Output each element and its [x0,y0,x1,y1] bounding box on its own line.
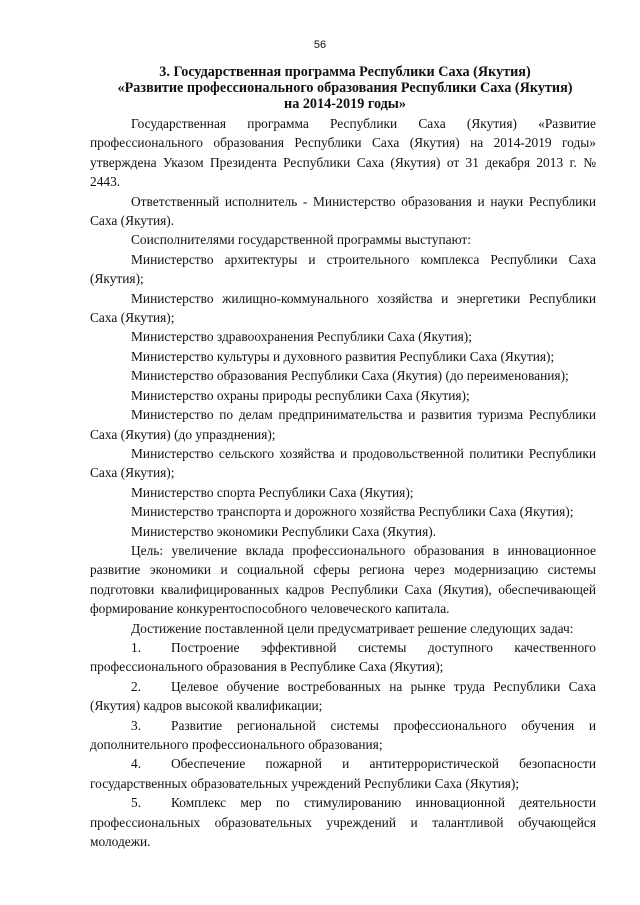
task-text: Комплекс мер по стимулированию инновационной деятельности профессиональных образовательных учреждений и талантливой обучающейся молодежи. [90,795,596,850]
title-line-1: 3. Государственная программа Республики Саха (Якутия) [159,64,531,80]
tasks-intro: Достижение поставленной цели предусматривает решение следующих задач: [131,620,574,636]
coexecutor-item: Министерство архитектуры и строительного комплекса Республики Саха (Якутия); [90,251,596,287]
document-body [90,114,596,851]
coexecutor-item: Министерство по делам предпринимательства и развития туризма Республики Саха (Якутия) (до упразднения); [90,407,596,442]
task-item [90,793,596,851]
executor-paragraph: Ответственный исполнитель - Министерство образования и науки Республики Саха (Якутия). [90,193,596,229]
task-item [90,677,596,716]
coexecutor-item: Министерство экономики Республики Саха (Якутия). [131,523,437,539]
coexecutor-item: Министерство транспорта и дорожного хозяйства Республики Саха (Якутия); [131,504,574,520]
coexecutor-item: Министерство охраны природы республики Саха (Якутия); [131,387,470,403]
coexecutor-item: Министерство культуры и духовного развития Республики Саха (Якутия); [131,348,555,364]
approval-paragraph: Государственная программа Республики Саха (Якутия) «Развитие профессионального образования Республики Саха (Якутия) на 2014-2019 годы» утверждена Указом Президента Республики Саха (Якутия) от 31 декабря 2013 г. № 2443. [90,116,596,190]
task-item [90,716,596,755]
coexecutors-intro: Соисполнителями государственной программы выступают: [131,232,471,248]
coexecutor-item: Министерство жилищно-коммунального хозяйства и энергетики Республики Саха (Якутия); [90,290,596,326]
title-line-2: «Развитие профессионального образования Республики Саха (Якутия) [117,80,573,96]
task-text: Построение эффективной системы доступного качественного профессионального образования в Республике Саха (Якутия); [90,639,596,675]
title-line-3: на 2014-2019 годы» [284,96,406,112]
coexecutor-item: Министерство сельского хозяйства и продовольственной политики Республики Саха (Якутия); [90,445,596,481]
task-item [90,638,596,677]
task-text: Целевое обучение востребованных на рынке труда Республики Саха (Якутия) кадров высокой квалификации; [90,678,596,714]
task-item [90,754,596,793]
task-number: 4. [131,756,142,772]
coexecutor-item: Министерство здравоохранения Республики Саха (Якутия); [131,329,472,345]
page-number: 56 [313,39,327,51]
coexecutor-item: Министерство спорта Республики Саха (Якутия); [131,484,414,500]
task-text: Обеспечение пожарной и антитеррористической безопасности государственных образовательных учреждений Республики Саха (Якутия); [90,756,596,791]
page-title [90,64,600,112]
task-text: Развитие региональной системы профессионального обучения и дополнительного профессионального образования; [90,717,596,752]
task-number: 5. [131,795,142,811]
task-number: 2. [131,678,142,694]
task-number: 3. [131,717,142,733]
task-number: 1. [131,639,142,655]
goal-paragraph: Цель: увеличение вклада профессионального образования в инновационное развитие экономики и социальной сферы региона через модернизацию системы подготовки квалифицированных кадров Республики Саха (Якутия), обеспечивающей формирование конкурентоспособного человеческого капитала. [90,542,596,617]
coexecutor-item: Министерство образования Республики Саха (Якутия) (до переименования); [131,368,569,384]
